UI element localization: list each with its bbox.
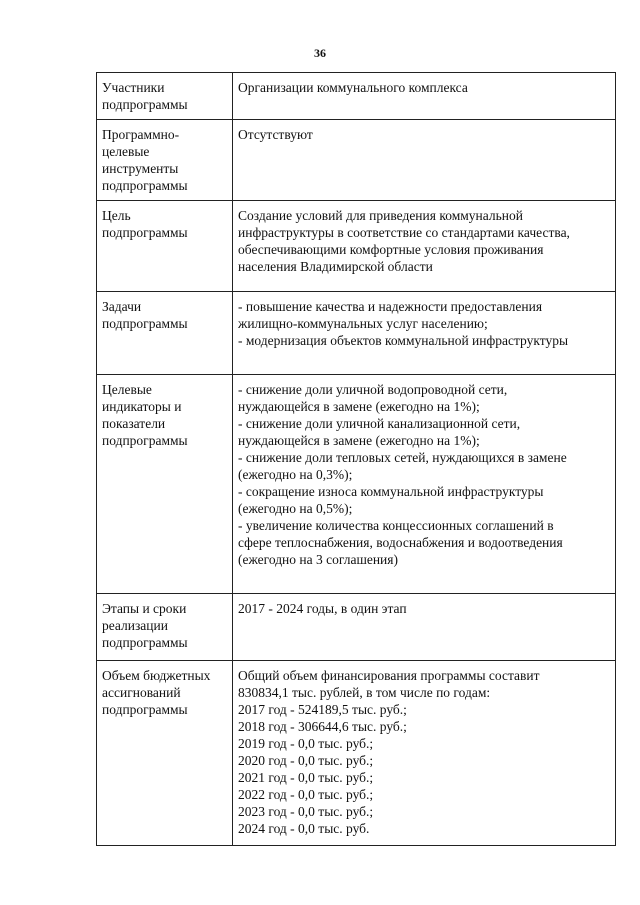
table-row [97, 594, 616, 661]
value-line: 830834,1 тыс. рублей, в том числе по годам: [238, 685, 491, 700]
table-row [97, 120, 616, 201]
label-line: Программно- [102, 127, 180, 142]
label-line: подпрограммы [102, 702, 188, 717]
value-line: - сокращение износа коммунальной инфраструктуры [238, 484, 544, 499]
row-label-cell [97, 120, 233, 201]
row-label-cell [97, 201, 233, 292]
row-label-cell [97, 594, 233, 661]
value-line: - увеличение количества концессионных соглашений в [238, 518, 554, 533]
label-line: целевые [102, 144, 150, 159]
label-line: показатели [102, 416, 166, 431]
label-line: подпрограммы [102, 433, 188, 448]
value-line: 2020 год - 0,0 тыс. руб.; [238, 753, 374, 768]
label-line: Задачи [102, 299, 142, 314]
label-line: реализации [102, 618, 168, 633]
label-line: подпрограммы [102, 635, 188, 650]
value-line: - модернизация объектов коммунальной инфраструктуры [238, 333, 569, 348]
value-line: населения Владимирской области [238, 259, 433, 274]
label-line: инструменты [102, 161, 179, 176]
value-line: 2017 - 2024 годы, в один этап [238, 601, 407, 616]
value-line: (ежегодно на 3 соглашения) [238, 552, 398, 567]
row-value-cell [233, 661, 616, 846]
label-line: подпрограммы [102, 316, 188, 331]
value-line: - снижение доли уличной водопроводной сети, [238, 382, 508, 397]
passport-table-body [97, 73, 616, 846]
row-value-cell [233, 73, 616, 120]
value-line: 2023 год - 0,0 тыс. руб.; [238, 804, 374, 819]
subprogram-passport-table [96, 72, 616, 846]
row-label-cell [97, 292, 233, 375]
value-line: (ежегодно на 0,3%); [238, 467, 353, 482]
value-line: 2021 год - 0,0 тыс. руб.; [238, 770, 374, 785]
table-row [97, 661, 616, 846]
label-line: Этапы и сроки [102, 601, 187, 616]
page-number: 36 [314, 46, 326, 60]
label-line: подпрограммы [102, 225, 188, 240]
label-line: Участники [102, 80, 165, 95]
value-line: обеспечивающими комфортные условия проживания [238, 242, 544, 257]
row-value-cell [233, 120, 616, 201]
label-line: подпрограммы [102, 178, 188, 193]
value-line: 2019 год - 0,0 тыс. руб.; [238, 736, 374, 751]
label-line: Объем бюджетных [102, 668, 211, 683]
value-line: Организации коммунального комплекса [238, 80, 468, 95]
label-line: ассигнований [102, 685, 181, 700]
row-value-cell [233, 201, 616, 292]
table-row [97, 292, 616, 375]
value-line: сфере теплоснабжения, водоснабжения и водоотведения [238, 535, 563, 550]
row-value-cell [233, 292, 616, 375]
row-label-cell [97, 661, 233, 846]
value-line: 2024 год - 0,0 тыс. руб. [238, 821, 370, 836]
value-line: инфраструктуры в соответствие со стандартами качества, [238, 225, 570, 240]
value-line: нуждающейся в замене (ежегодно на 1%); [238, 399, 480, 414]
label-line: подпрограммы [102, 97, 188, 112]
value-line: жилищно-коммунальных услуг населению; [238, 316, 488, 331]
table-row [97, 201, 616, 292]
value-line: 2018 год - 306644,6 тыс. руб.; [238, 719, 407, 734]
value-line: Создание условий для приведения коммунальной [238, 208, 523, 223]
row-label-cell [97, 375, 233, 594]
label-line: индикаторы и [102, 399, 182, 414]
label-line: Цель [102, 208, 131, 223]
value-line: 2017 год - 524189,5 тыс. руб.; [238, 702, 407, 717]
table-row [97, 375, 616, 594]
value-line: Общий объем финансирования программы составит [238, 668, 540, 683]
value-line: - снижение доли уличной канализационной сети, [238, 416, 521, 431]
value-line: (ежегодно на 0,5%); [238, 501, 353, 516]
table-row [97, 73, 616, 120]
value-line: Отсутствуют [238, 127, 313, 142]
value-line: нуждающейся в замене (ежегодно на 1%); [238, 433, 480, 448]
value-line: - снижение доли тепловых сетей, нуждающихся в замене [238, 450, 567, 465]
row-label-cell [97, 73, 233, 120]
value-line: 2022 год - 0,0 тыс. руб.; [238, 787, 374, 802]
value-line: - повышение качества и надежности предоставления [238, 299, 543, 314]
row-value-cell [233, 594, 616, 661]
row-value-cell [233, 375, 616, 594]
label-line: Целевые [102, 382, 152, 397]
